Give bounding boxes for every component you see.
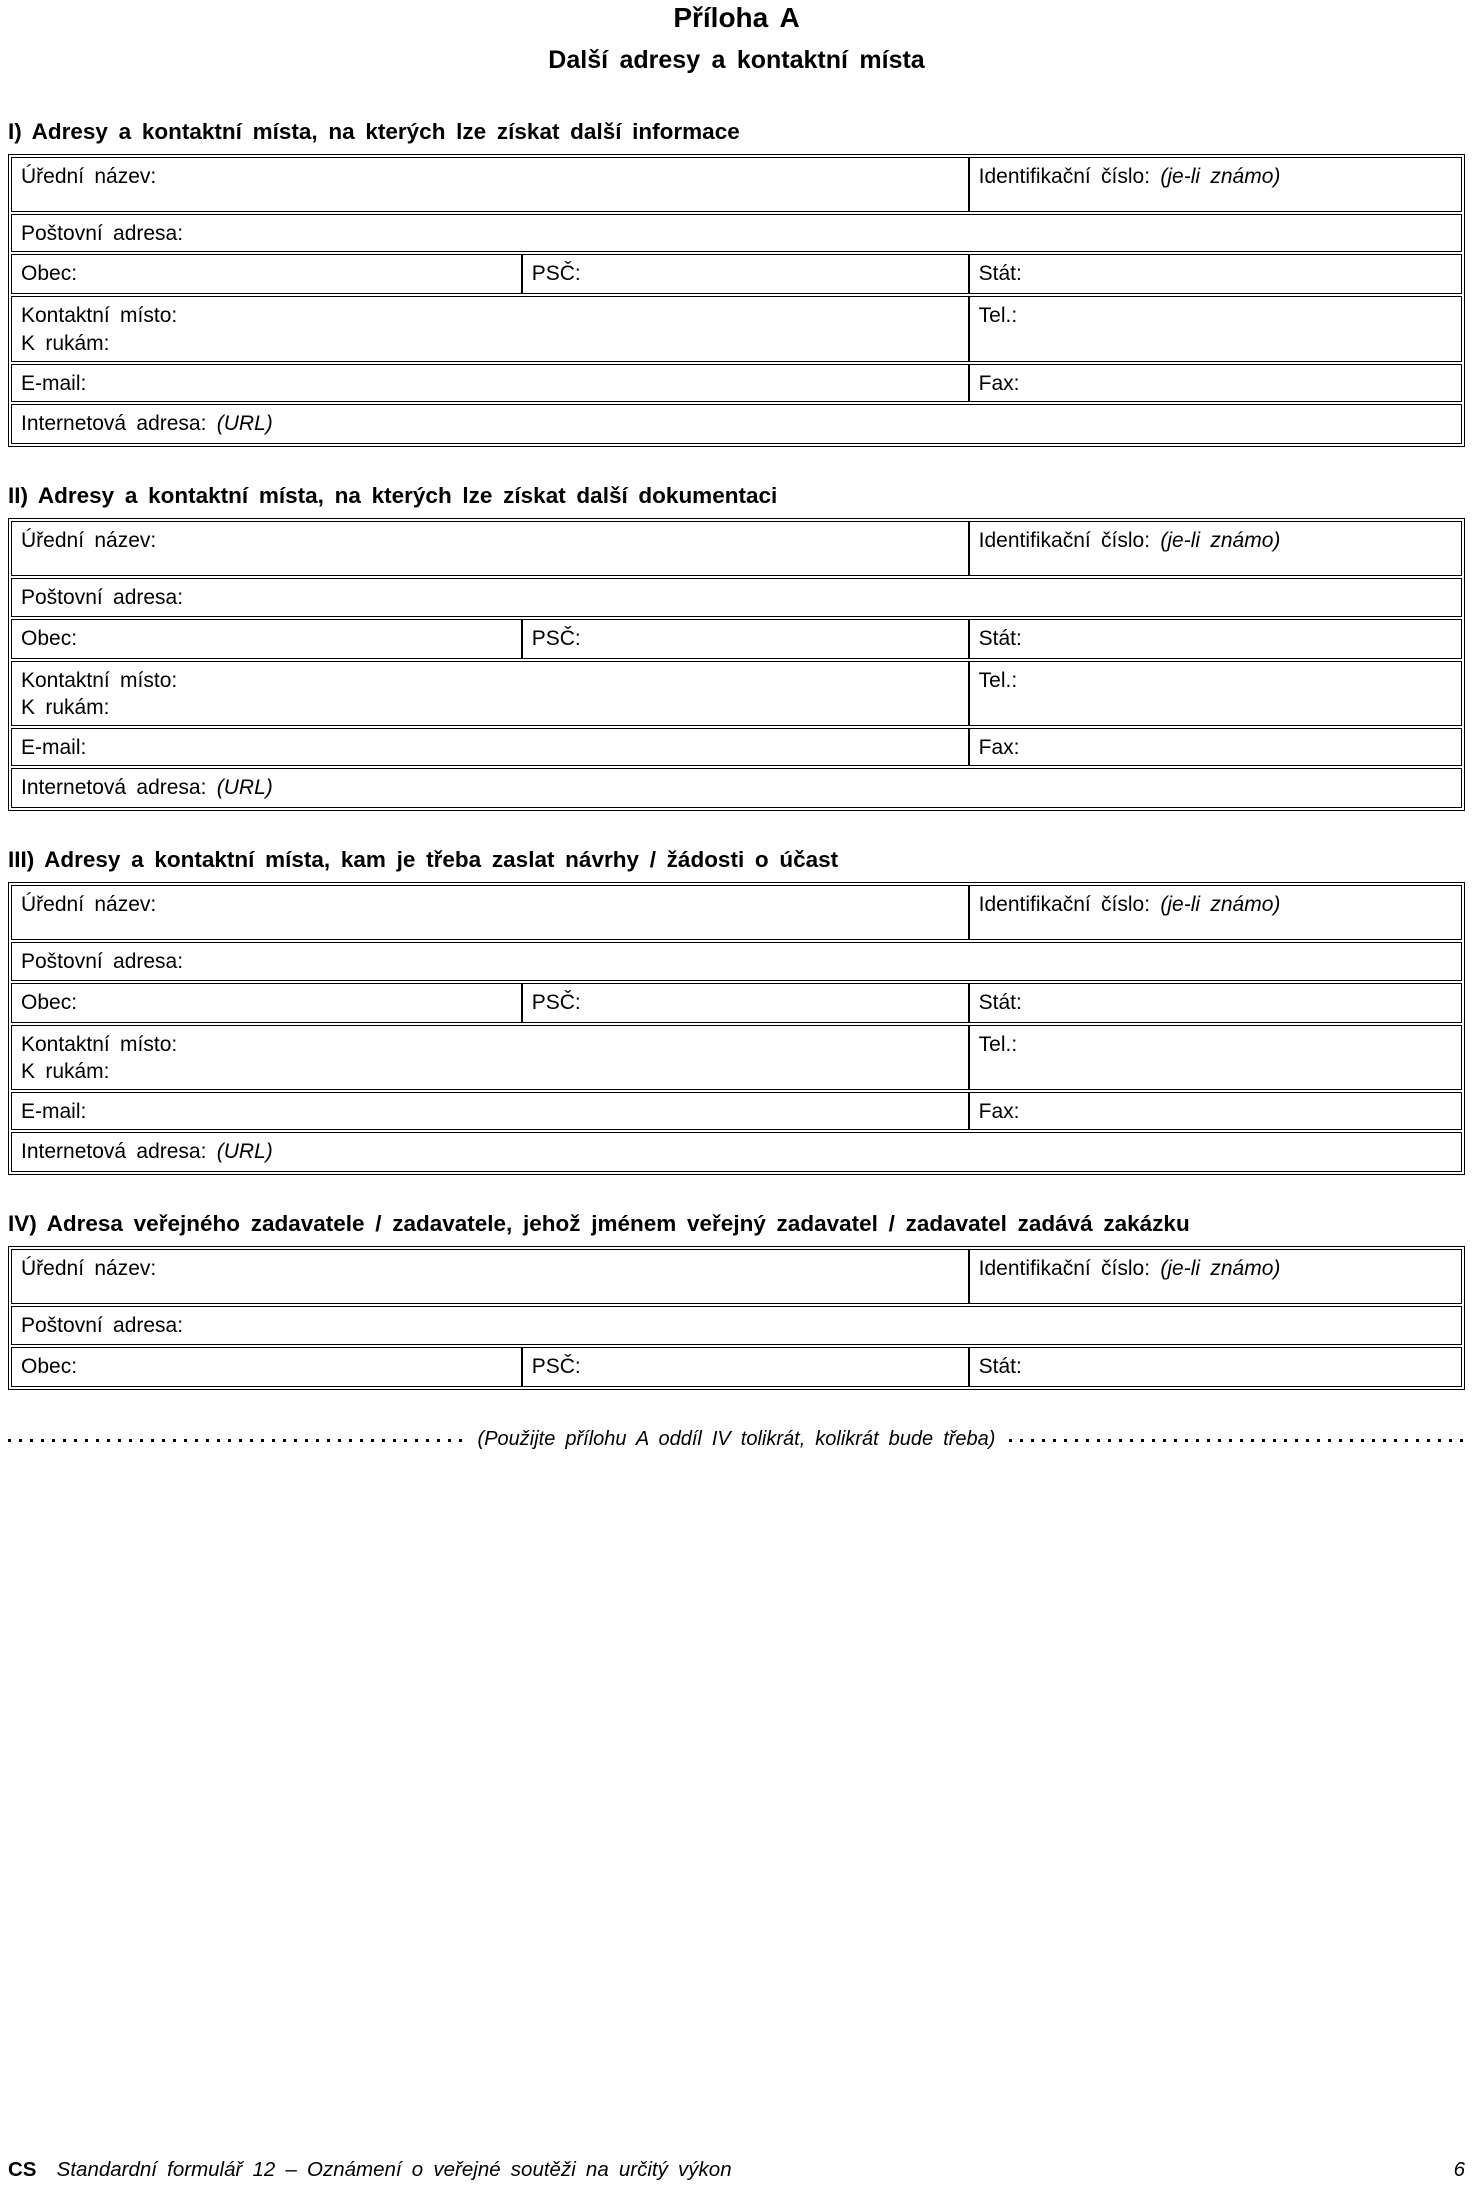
- country-label: Stát:: [978, 262, 1022, 286]
- fax-label: Fax:: [978, 372, 1020, 396]
- field-fax: [969, 728, 1462, 766]
- field-contact-point: [11, 1025, 969, 1091]
- field-contact-point: [11, 661, 969, 727]
- id-number-label: Identifikační číslo:: [978, 1257, 1151, 1281]
- email-label: E-mail:: [21, 1100, 87, 1124]
- contact-point-label: Kontaktní místo:: [21, 1032, 178, 1056]
- postal-address-label: Poštovní adresa:: [21, 950, 184, 974]
- section-i-heading: I) Adresy a kontaktní místa, na kterých lze získat další informace: [8, 119, 740, 145]
- field-id-number: [969, 1249, 1462, 1304]
- field-fax: [969, 364, 1462, 402]
- attn-label: K rukám:: [21, 331, 110, 355]
- id-number-note: (je-li známo): [1160, 893, 1281, 917]
- url-note: (URL): [216, 1140, 273, 1164]
- table-row: [11, 214, 1462, 252]
- field-town: [11, 1347, 522, 1387]
- address-table: [8, 154, 1465, 447]
- field-postal-address: [11, 578, 1462, 616]
- postal-code-label: PSČ:: [531, 990, 581, 1014]
- fax-label: Fax:: [978, 736, 1020, 760]
- page-title: Příloha A: [673, 2, 800, 33]
- id-number-label: Identifikační číslo:: [978, 893, 1151, 917]
- id-number-note: (je-li známo): [1160, 1257, 1281, 1281]
- internet-address-label: Internetová adresa:: [21, 1140, 207, 1164]
- field-official-name: [11, 157, 969, 212]
- field-country: [969, 619, 1462, 659]
- town-label: Obec:: [21, 990, 78, 1014]
- id-number-label: Identifikační číslo:: [978, 529, 1151, 553]
- address-table: [8, 1246, 1465, 1389]
- field-email: [11, 364, 969, 402]
- field-official-name: [11, 1249, 969, 1304]
- contact-point-label: Kontaktní místo:: [21, 304, 178, 328]
- field-postal-address: [11, 1306, 1462, 1344]
- url-note: (URL): [216, 412, 273, 436]
- table-row: [11, 296, 1462, 362]
- field-postal-code: [522, 619, 969, 659]
- form-section-i: [8, 119, 1465, 447]
- official-name-label: Úřední název:: [21, 529, 157, 553]
- table-row: [11, 404, 1462, 444]
- tel-label: Tel.:: [978, 668, 1018, 692]
- id-number-label: Identifikační číslo:: [978, 165, 1151, 189]
- table-row: [11, 1347, 1462, 1387]
- email-label: E-mail:: [21, 372, 87, 396]
- field-country: [969, 983, 1462, 1023]
- attn-label: K rukám:: [21, 1059, 110, 1083]
- divider-note: (Použijte přílohu A oddíl IV tolikrát, kolikrát bude třeba): [477, 1427, 996, 1450]
- table-row: [11, 1249, 1462, 1304]
- table-row: [11, 157, 1462, 212]
- field-postal-code: [522, 983, 969, 1023]
- field-town: [11, 619, 522, 659]
- field-internet-address: [11, 404, 1462, 444]
- field-fax: [969, 1092, 1462, 1130]
- table-row: [11, 768, 1462, 808]
- field-tel: [969, 661, 1462, 727]
- tel-label: Tel.:: [978, 1032, 1018, 1056]
- id-number-note: (je-li známo): [1160, 529, 1281, 553]
- footer-form-title: Standardní formulář 12 – Oznámení o veřejné soutěži na určitý výkon: [56, 2158, 732, 2181]
- email-label: E-mail:: [21, 736, 87, 760]
- field-id-number: [969, 521, 1462, 576]
- table-row: [11, 578, 1462, 616]
- table-row: [11, 364, 1462, 402]
- table-row: [11, 1306, 1462, 1344]
- tel-label: Tel.:: [978, 304, 1018, 328]
- field-country: [969, 254, 1462, 294]
- footer-left: [8, 2158, 732, 2182]
- section-iii-heading: III) Adresy a kontaktní místa, kam je třeba zaslat návrhy / žádosti o účast: [8, 847, 839, 873]
- contact-point-label: Kontaktní místo:: [21, 668, 178, 692]
- field-country: [969, 1347, 1462, 1387]
- postal-address-label: Poštovní adresa:: [21, 222, 184, 246]
- form-section-ii: [8, 483, 1465, 811]
- table-row: [11, 942, 1462, 980]
- table-row: [11, 661, 1462, 727]
- url-note: (URL): [216, 776, 273, 800]
- footer-language-code: CS: [8, 2158, 37, 2181]
- section-ii-heading: II) Adresy a kontaktní místa, na kterých lze získat další dokumentaci: [8, 483, 778, 509]
- country-label: Stát:: [978, 990, 1022, 1014]
- page-number: 6: [1453, 2158, 1465, 2181]
- town-label: Obec:: [21, 1354, 78, 1378]
- address-table: [8, 518, 1465, 811]
- town-label: Obec:: [21, 262, 78, 286]
- table-row: [11, 254, 1462, 294]
- page-subtitle: Další adresy a kontaktní místa: [548, 45, 925, 74]
- dotted-leader-left: [8, 1439, 464, 1442]
- postal-address-label: Poštovní adresa:: [21, 1314, 184, 1338]
- field-id-number: [969, 157, 1462, 212]
- field-contact-point: [11, 296, 969, 362]
- field-tel: [969, 296, 1462, 362]
- field-tel: [969, 1025, 1462, 1091]
- sections-container: [8, 119, 1465, 1389]
- field-internet-address: [11, 768, 1462, 808]
- country-label: Stát:: [978, 1354, 1022, 1378]
- section-repeat-divider: [8, 1428, 1465, 1451]
- postal-code-label: PSČ:: [531, 262, 581, 286]
- fax-label: Fax:: [978, 1100, 1020, 1124]
- country-label: Stát:: [978, 626, 1022, 650]
- field-postal-address: [11, 214, 1462, 252]
- dotted-leader-right: [1009, 1439, 1465, 1442]
- table-row: [11, 885, 1462, 940]
- internet-address-label: Internetová adresa:: [21, 412, 207, 436]
- official-name-label: Úřední název:: [21, 1257, 157, 1281]
- field-postal-code: [522, 1347, 969, 1387]
- table-row: [11, 728, 1462, 766]
- form-section-iv: [8, 1211, 1465, 1389]
- address-table: [8, 882, 1465, 1175]
- id-number-note: (je-li známo): [1160, 165, 1281, 189]
- field-email: [11, 1092, 969, 1130]
- official-name-label: Úřední název:: [21, 165, 157, 189]
- postal-code-label: PSČ:: [531, 1354, 581, 1378]
- field-postal-code: [522, 254, 969, 294]
- page-footer: [8, 2158, 1465, 2182]
- table-row: [11, 619, 1462, 659]
- field-town: [11, 983, 522, 1023]
- table-row: [11, 983, 1462, 1023]
- table-row: [11, 521, 1462, 576]
- field-official-name: [11, 521, 969, 576]
- field-official-name: [11, 885, 969, 940]
- table-row: [11, 1092, 1462, 1130]
- official-name-label: Úřední název:: [21, 893, 157, 917]
- field-id-number: [969, 885, 1462, 940]
- form-section-iii: [8, 847, 1465, 1175]
- field-postal-address: [11, 942, 1462, 980]
- table-row: [11, 1132, 1462, 1172]
- postal-address-label: Poštovní adresa:: [21, 586, 184, 610]
- table-row: [11, 1025, 1462, 1091]
- field-email: [11, 728, 969, 766]
- town-label: Obec:: [21, 626, 78, 650]
- section-iv-heading: IV) Adresa veřejného zadavatele / zadavatele, jehož jménem veřejný zadavatel / zadavatel zadává zakázku: [8, 1211, 1190, 1237]
- attn-label: K rukám:: [21, 695, 110, 719]
- postal-code-label: PSČ:: [531, 626, 581, 650]
- internet-address-label: Internetová adresa:: [21, 776, 207, 800]
- field-internet-address: [11, 1132, 1462, 1172]
- field-town: [11, 254, 522, 294]
